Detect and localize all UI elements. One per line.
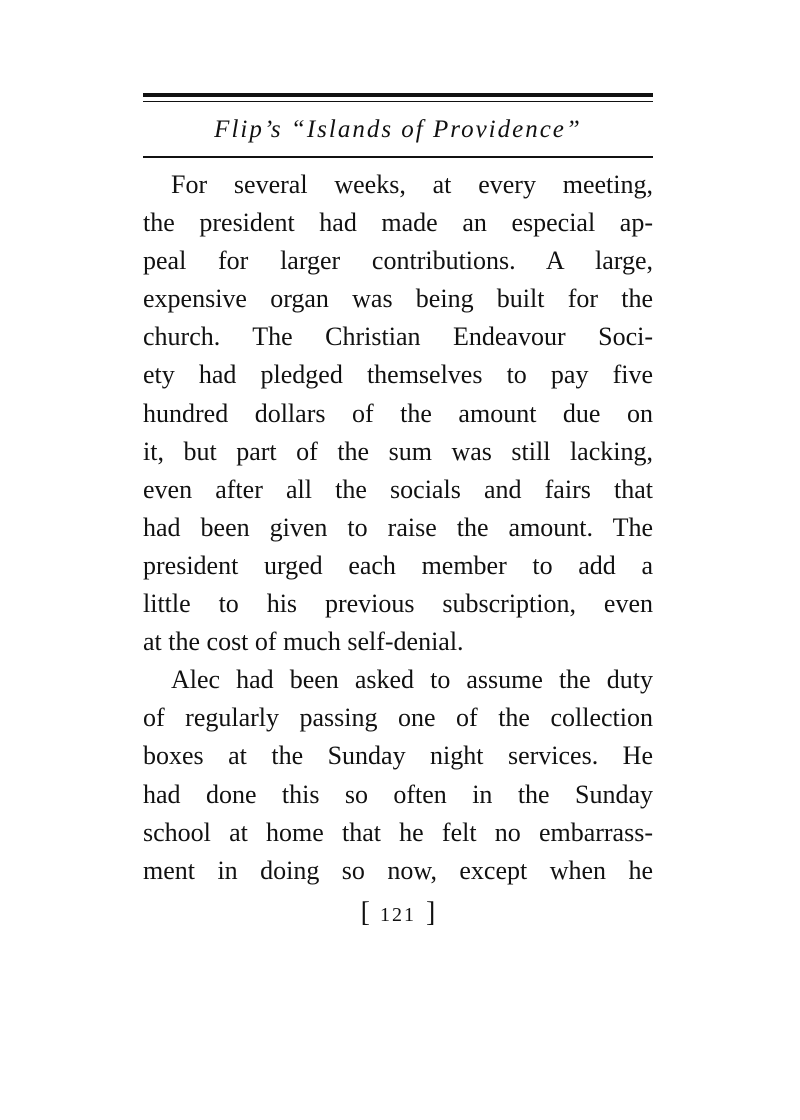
text-line: For several weeks, at every meeting, xyxy=(171,170,653,199)
text-line: at the cost of much self-denial. xyxy=(143,627,464,657)
text-line: it, but part of the sum was still lacking, xyxy=(143,436,653,466)
page-number xyxy=(143,896,653,932)
text-line: had done this so often in the Sunday xyxy=(143,779,653,809)
text-line: ment in doing so now, except when he xyxy=(143,855,653,885)
text-line: president urged each member to add a xyxy=(143,550,653,580)
text-line: ety had pledged themselves to pay five xyxy=(143,360,653,390)
text-line: the president had made an especial ap- xyxy=(143,208,653,238)
folio-open-bracket: [ xyxy=(360,897,370,928)
text-line: little to his previous subscription, even xyxy=(143,589,653,619)
folio-close-bracket: ] xyxy=(426,897,436,928)
text-line: of regularly passing one of the collection xyxy=(143,703,653,733)
text-line: church. The Christian Endeavour Soci- xyxy=(143,322,653,352)
text-line: peal for larger contributions. A large, xyxy=(143,246,653,276)
header-rule-under xyxy=(143,156,653,158)
text-line: had been given to raise the amount. The xyxy=(143,512,653,542)
header-rule-thick xyxy=(143,93,653,97)
running-head: Flip’s “Islands of Providence” xyxy=(214,116,582,143)
body-text xyxy=(143,166,653,890)
text-line: school at home that he felt no embarrass- xyxy=(143,817,653,847)
folio-number: 121 xyxy=(380,904,416,926)
header-rule-thin xyxy=(143,101,653,102)
text-line: even after all the socials and fairs that xyxy=(143,474,653,504)
text-line: hundred dollars of the amount due on xyxy=(143,398,653,428)
text-line: Alec had been asked to assume the duty xyxy=(171,665,653,695)
text-line: expensive organ was being built for the xyxy=(143,284,653,314)
text-line: boxes at the Sunday night services. He xyxy=(143,741,653,771)
